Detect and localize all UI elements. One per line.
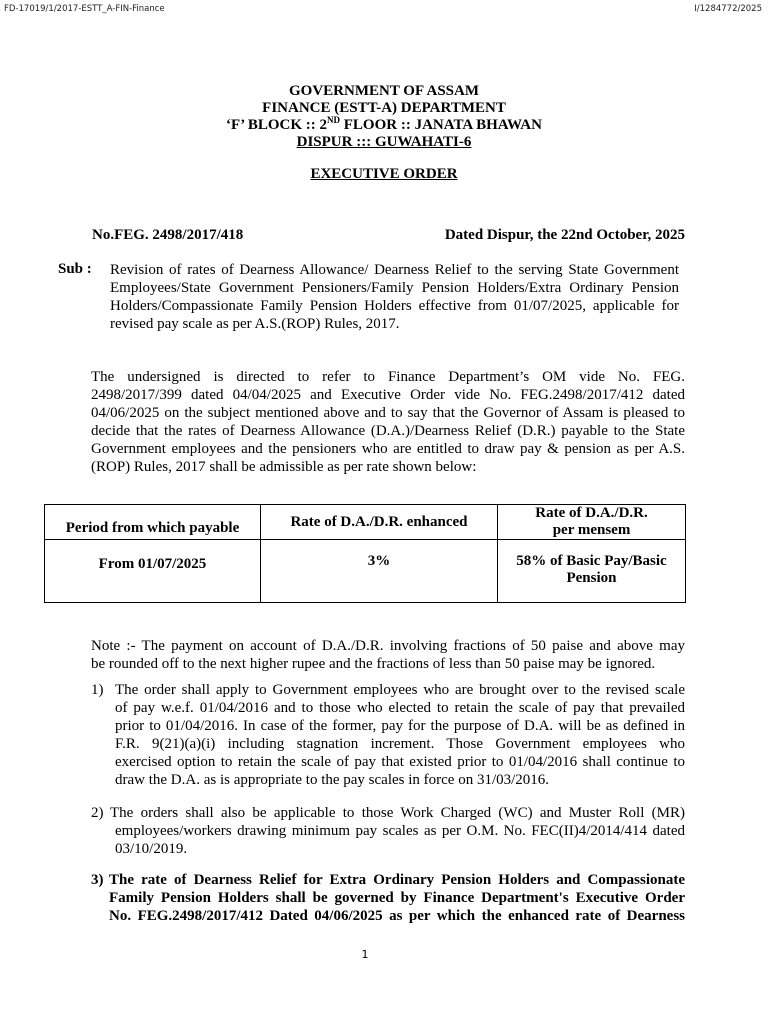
cell-period: From 01/07/2025 [45,540,261,603]
point3-text [109,871,685,925]
page-number: 1 [361,948,369,961]
intro-line: Government employees and the pensioners who are entitled to draw pay & pension as per A.S. [91,441,685,457]
city-text: DISPUR ::: GUWAHATI-6 [296,134,472,150]
subject-line: revised pay scale as per A.S.(ROP) Rules, 2017. [110,316,400,332]
subject-text [110,261,679,333]
header-rate-line2: per mensem [552,522,631,538]
order-title [0,165,768,183]
point1-number: 1) [91,682,104,698]
point2-line: The orders shall also be applicable to those Work Charged (WC) and Muster Roll (MR) [110,805,685,821]
note-paragraph [91,637,685,673]
intro-line: 04/06/2025 on the subject mentioned above and to say that the Governor of Assam is pleased to [91,405,685,421]
cell-rate [498,540,686,603]
point1-line: prior to 01/04/2016. In case of the former, pay for the purpose of D.A. will be as defined in [115,718,685,734]
document-id: I/1284772/2025 [694,4,762,14]
point2-number: 2) [91,805,104,821]
address-block: ‘F’ BLOCK :: 2 [226,117,327,133]
header-enhanced: Rate of D.A./D.R. enhanced [261,505,498,540]
subject-line: Revision of rates of Dearness Allowance/ Dearness Relief to the serving State Government [110,262,679,278]
cell-rate-line1: 58% of Basic Pay/Basic [516,553,667,569]
subject-line: Employees/State Government Pensioners/Family Pension Holders/Extra Ordinary Pension [110,280,679,296]
intro-line: decide that the rates of Dearness Allowance (D.A.)/Dearness Relief (D.R.) payable to the State [91,423,685,439]
order-title-text: EXECUTIVE ORDER [310,166,458,182]
point1-line: F.R. 9(21)(a)(i) including stagnation increment. Those Government employees who [115,736,685,752]
note-line: Note :- The payment on account of D.A./D.R. involving fractions of 50 paise and above may [91,638,685,654]
cell-rate-line2: Pension [566,570,617,586]
point3-line: Family Pension Holders shall be governed by Finance Department's Executive Order [109,890,685,906]
intro-line: (ROP) Rules, 2017 shall be admissible as per rate shown below: [91,459,477,475]
header-rate [498,505,686,540]
note-line: be rounded off to the next higher rupee and the fractions of less than 50 paise may be ignored. [91,656,656,672]
point3-number: 3) [91,872,104,888]
point3-line: No. FEG.2498/2017/412 Dated 04/06/2025 as per which the enhanced rate of Dearness [109,908,685,924]
point2-line: 03/10/2019. [115,841,188,857]
reference-number: No.FEG. 2498/2017/418 [92,227,244,243]
order-date: Dated Dispur, the 22nd October, 2025 [444,227,685,243]
letterhead-government: GOVERNMENT OF ASSAM [288,83,480,99]
address-floor: FLOOR :: JANATA BHAWAN [340,117,542,133]
point1-text [115,681,685,789]
point1-line: The order shall apply to Government employees who are brought over to the revised scale [115,682,685,698]
cell-enhanced: 3% [261,540,498,603]
point1-line: draw the D.A. as is appropriate to the pay scales in force on 31/03/2016. [115,772,550,788]
header-rate-line1: Rate of D.A./D.R. [535,505,648,521]
intro-paragraph [91,368,685,476]
table-header-row [45,505,686,540]
point3-line: The rate of Dearness Relief for Extra Ordinary Pension Holders and Compassionate [109,872,685,888]
point1-line: of pay w.e.f. 01/04/2016 and to those who elected to retain the scale of pay that prevailed [115,700,685,716]
point2-line: employees/workers drawing minimum pay scales as per O.M. No. FEC(II)4/2014/414 dated [115,823,685,839]
floor-superscript: ND [327,115,340,125]
table-row [45,540,686,603]
intro-line: 2498/2017/399 dated 04/04/2025 and Executive Order vide No. FEG.2498/2017/412 dated [91,387,685,403]
point1-line: exercised option to retain the scale of pay that existed prior to 01/04/2016 shall continue to [115,754,685,770]
file-reference: FD-17019/1/2017-ESTT_A-FIN-Finance [4,4,165,14]
letterhead-department: FINANCE (ESTT-A) DEPARTMENT [262,100,506,116]
point2-text [110,804,685,858]
intro-line: The undersigned is directed to refer to Finance Department’s OM vide No. FEG. [91,369,685,385]
header-period: Period from which payable [45,505,261,540]
letterhead-address [0,116,768,134]
subject-label: Sub : [58,261,92,277]
da-rate-table [44,504,686,603]
subject-line: Holders/Compassionate Family Pension Holders effective from 01/07/2025, applicable for [110,298,679,314]
letterhead-city [0,133,768,151]
